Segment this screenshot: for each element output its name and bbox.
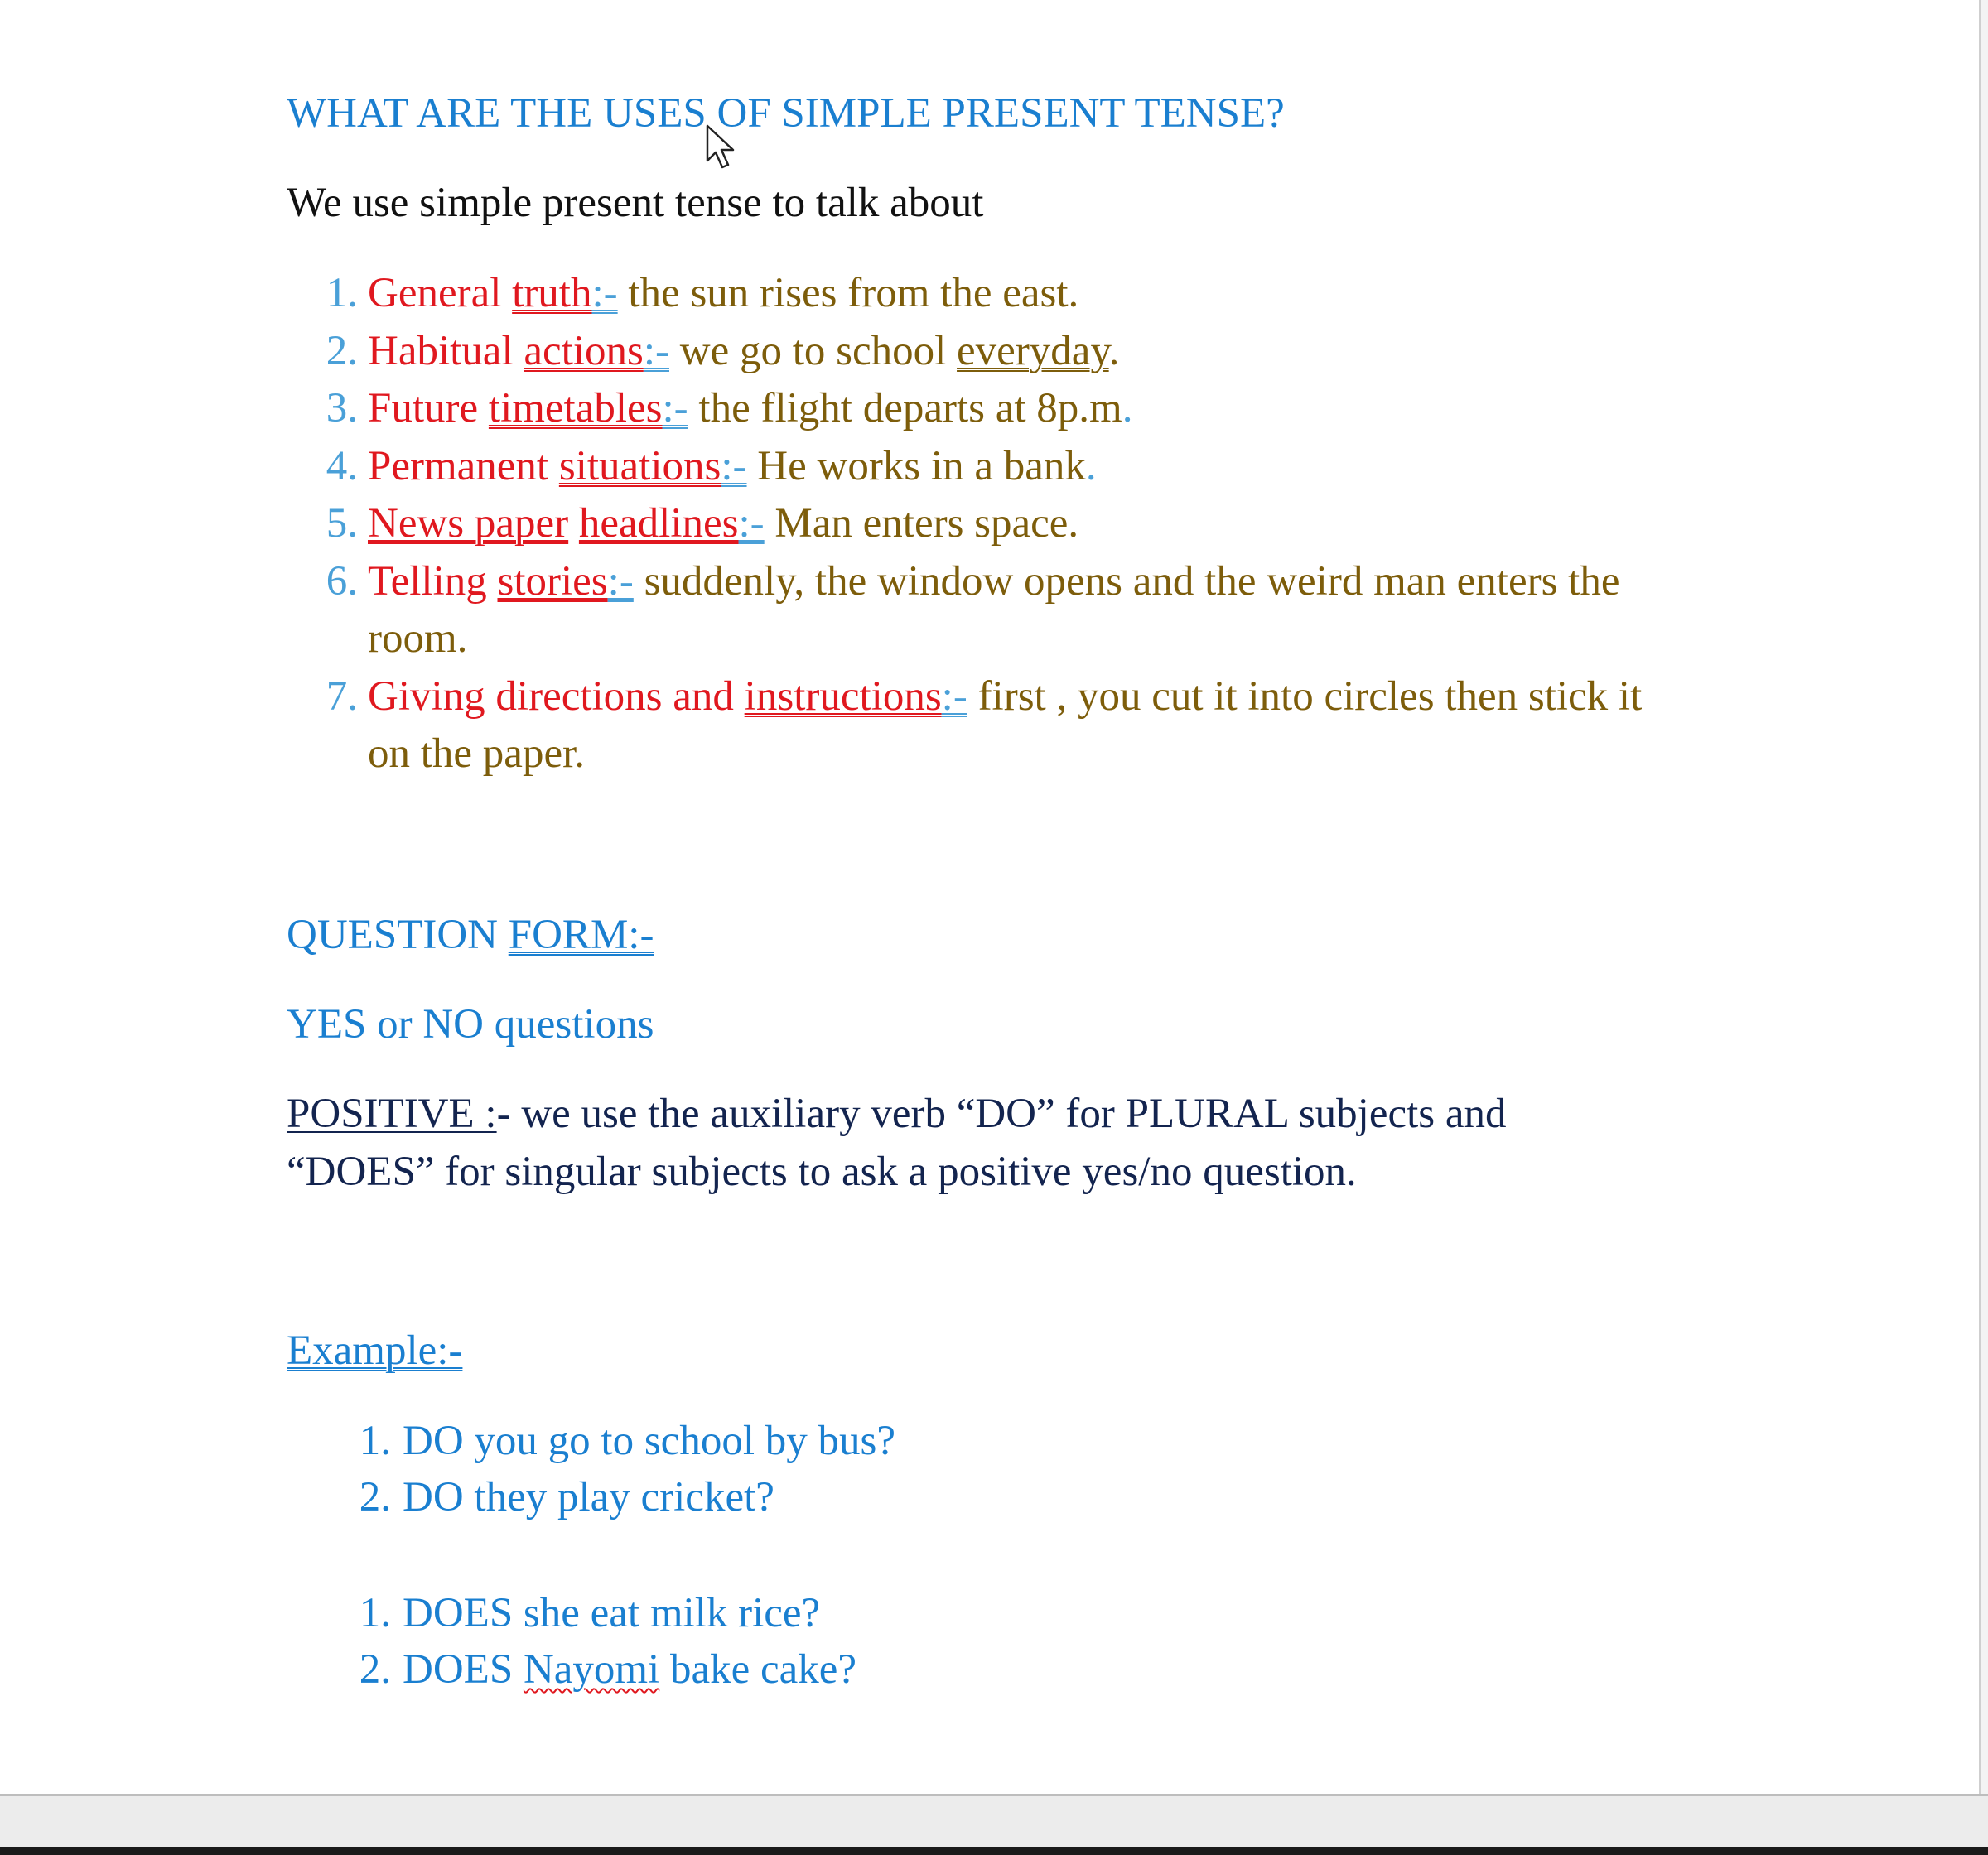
status-bar (0, 1794, 1988, 1849)
use-example: we go to school (669, 327, 958, 374)
positive-label: POSITIVE : (287, 1091, 497, 1137)
example-text-end: bake cake? (659, 1646, 857, 1693)
list-number: 2 . (343, 1469, 391, 1525)
list-item (326, 265, 1710, 323)
use-example: He works in a bank (746, 442, 1086, 489)
use-example-flagged-word: everyday (957, 327, 1109, 374)
does-examples-list (359, 1585, 1397, 1698)
use-example-end: . (1122, 385, 1133, 431)
positive-line-1 (287, 1085, 1507, 1143)
list-item (326, 495, 1710, 553)
list-item (359, 1641, 1397, 1698)
use-separator: :- (941, 672, 967, 720)
list-number: 7 . (308, 668, 358, 726)
list-number: 1 . (343, 1585, 391, 1641)
use-example: suddenly, the window opens and the weird man enters the room. (368, 557, 1620, 662)
use-label: General (368, 270, 513, 316)
use-keyword: truth (512, 270, 592, 316)
use-keyword: timetables (488, 385, 663, 431)
question-form-label: QUESTION (287, 912, 509, 958)
vertical-scrollbar[interactable] (1979, 0, 1988, 1794)
list-item (326, 380, 1710, 438)
example-text: DO they play cricket? (403, 1474, 774, 1520)
list-item (326, 668, 1660, 783)
uses-list (326, 265, 1710, 783)
yes-no-heading: YES or NO questions (287, 1001, 654, 1048)
list-item (326, 438, 1710, 496)
use-label: Future (368, 385, 489, 431)
use-keyword: headlines (578, 500, 739, 547)
intro-paragraph: We use simple present tense to talk about (287, 180, 984, 226)
list-number: 6 . (308, 553, 358, 611)
do-examples-list (359, 1413, 1397, 1525)
list-item (326, 553, 1710, 668)
spellcheck-flagged-word[interactable]: Nayomi (523, 1646, 660, 1693)
question-form-heading (287, 906, 654, 964)
mouse-pointer-icon (706, 124, 739, 174)
list-item (359, 1413, 1397, 1469)
use-example: Man enters space. (764, 500, 1079, 547)
use-label: News paper (368, 500, 569, 547)
use-keyword: stories (497, 557, 608, 605)
list-number: 2 . (308, 323, 358, 381)
use-example-end: . (1108, 327, 1120, 374)
list-number: 4 . (308, 438, 358, 496)
use-example: first , you cut it into circles then stick it on the paper. (368, 672, 1643, 777)
use-example: the sun rises from the east. (617, 270, 1079, 316)
list-number: 2 . (343, 1641, 391, 1698)
list-item (359, 1585, 1397, 1641)
list-number: 1 . (343, 1413, 391, 1469)
use-separator: :- (662, 385, 688, 431)
example-text: DO you go to school by bus? (403, 1418, 895, 1464)
window-bottom-edge (0, 1847, 1988, 1855)
use-label: Giving directions and (368, 672, 745, 720)
use-keyword: situations (558, 442, 721, 489)
use-label: Telling (368, 557, 498, 605)
use-separator: :- (591, 270, 618, 316)
use-label: Habitual (368, 327, 524, 374)
use-label: Permanent (368, 442, 559, 489)
use-separator: :- (607, 557, 634, 605)
example-text: DOES she eat milk rice? (403, 1590, 821, 1636)
example-heading: Example:- (287, 1327, 463, 1374)
positive-text: - we use the auxiliary verb “DO” for PLURAL subjects and (496, 1091, 1507, 1137)
list-number: 1 . (308, 265, 358, 323)
use-separator: :- (738, 500, 765, 547)
list-item (359, 1469, 1397, 1525)
question-form-label-underlined: FORM:- (508, 912, 654, 958)
positive-line-2: “DOES” for singular subjects to ask a positive yes/no question. (287, 1149, 1357, 1195)
list-number: 3 . (308, 380, 358, 438)
use-keyword: actions (524, 327, 644, 374)
use-example-end: . (1085, 442, 1097, 489)
use-keyword: instructions (744, 672, 942, 720)
use-separator: :- (721, 442, 747, 489)
list-item (326, 323, 1710, 381)
use-separator: :- (643, 327, 669, 374)
page-heading: WHAT ARE THE USES OF SIMPLE PRESENT TENSE? (287, 90, 1285, 137)
use-label-space (568, 500, 579, 547)
use-example: the flight departs at 8p.m (688, 385, 1122, 431)
list-number: 5 . (308, 495, 358, 553)
example-text: DOES (403, 1646, 524, 1693)
